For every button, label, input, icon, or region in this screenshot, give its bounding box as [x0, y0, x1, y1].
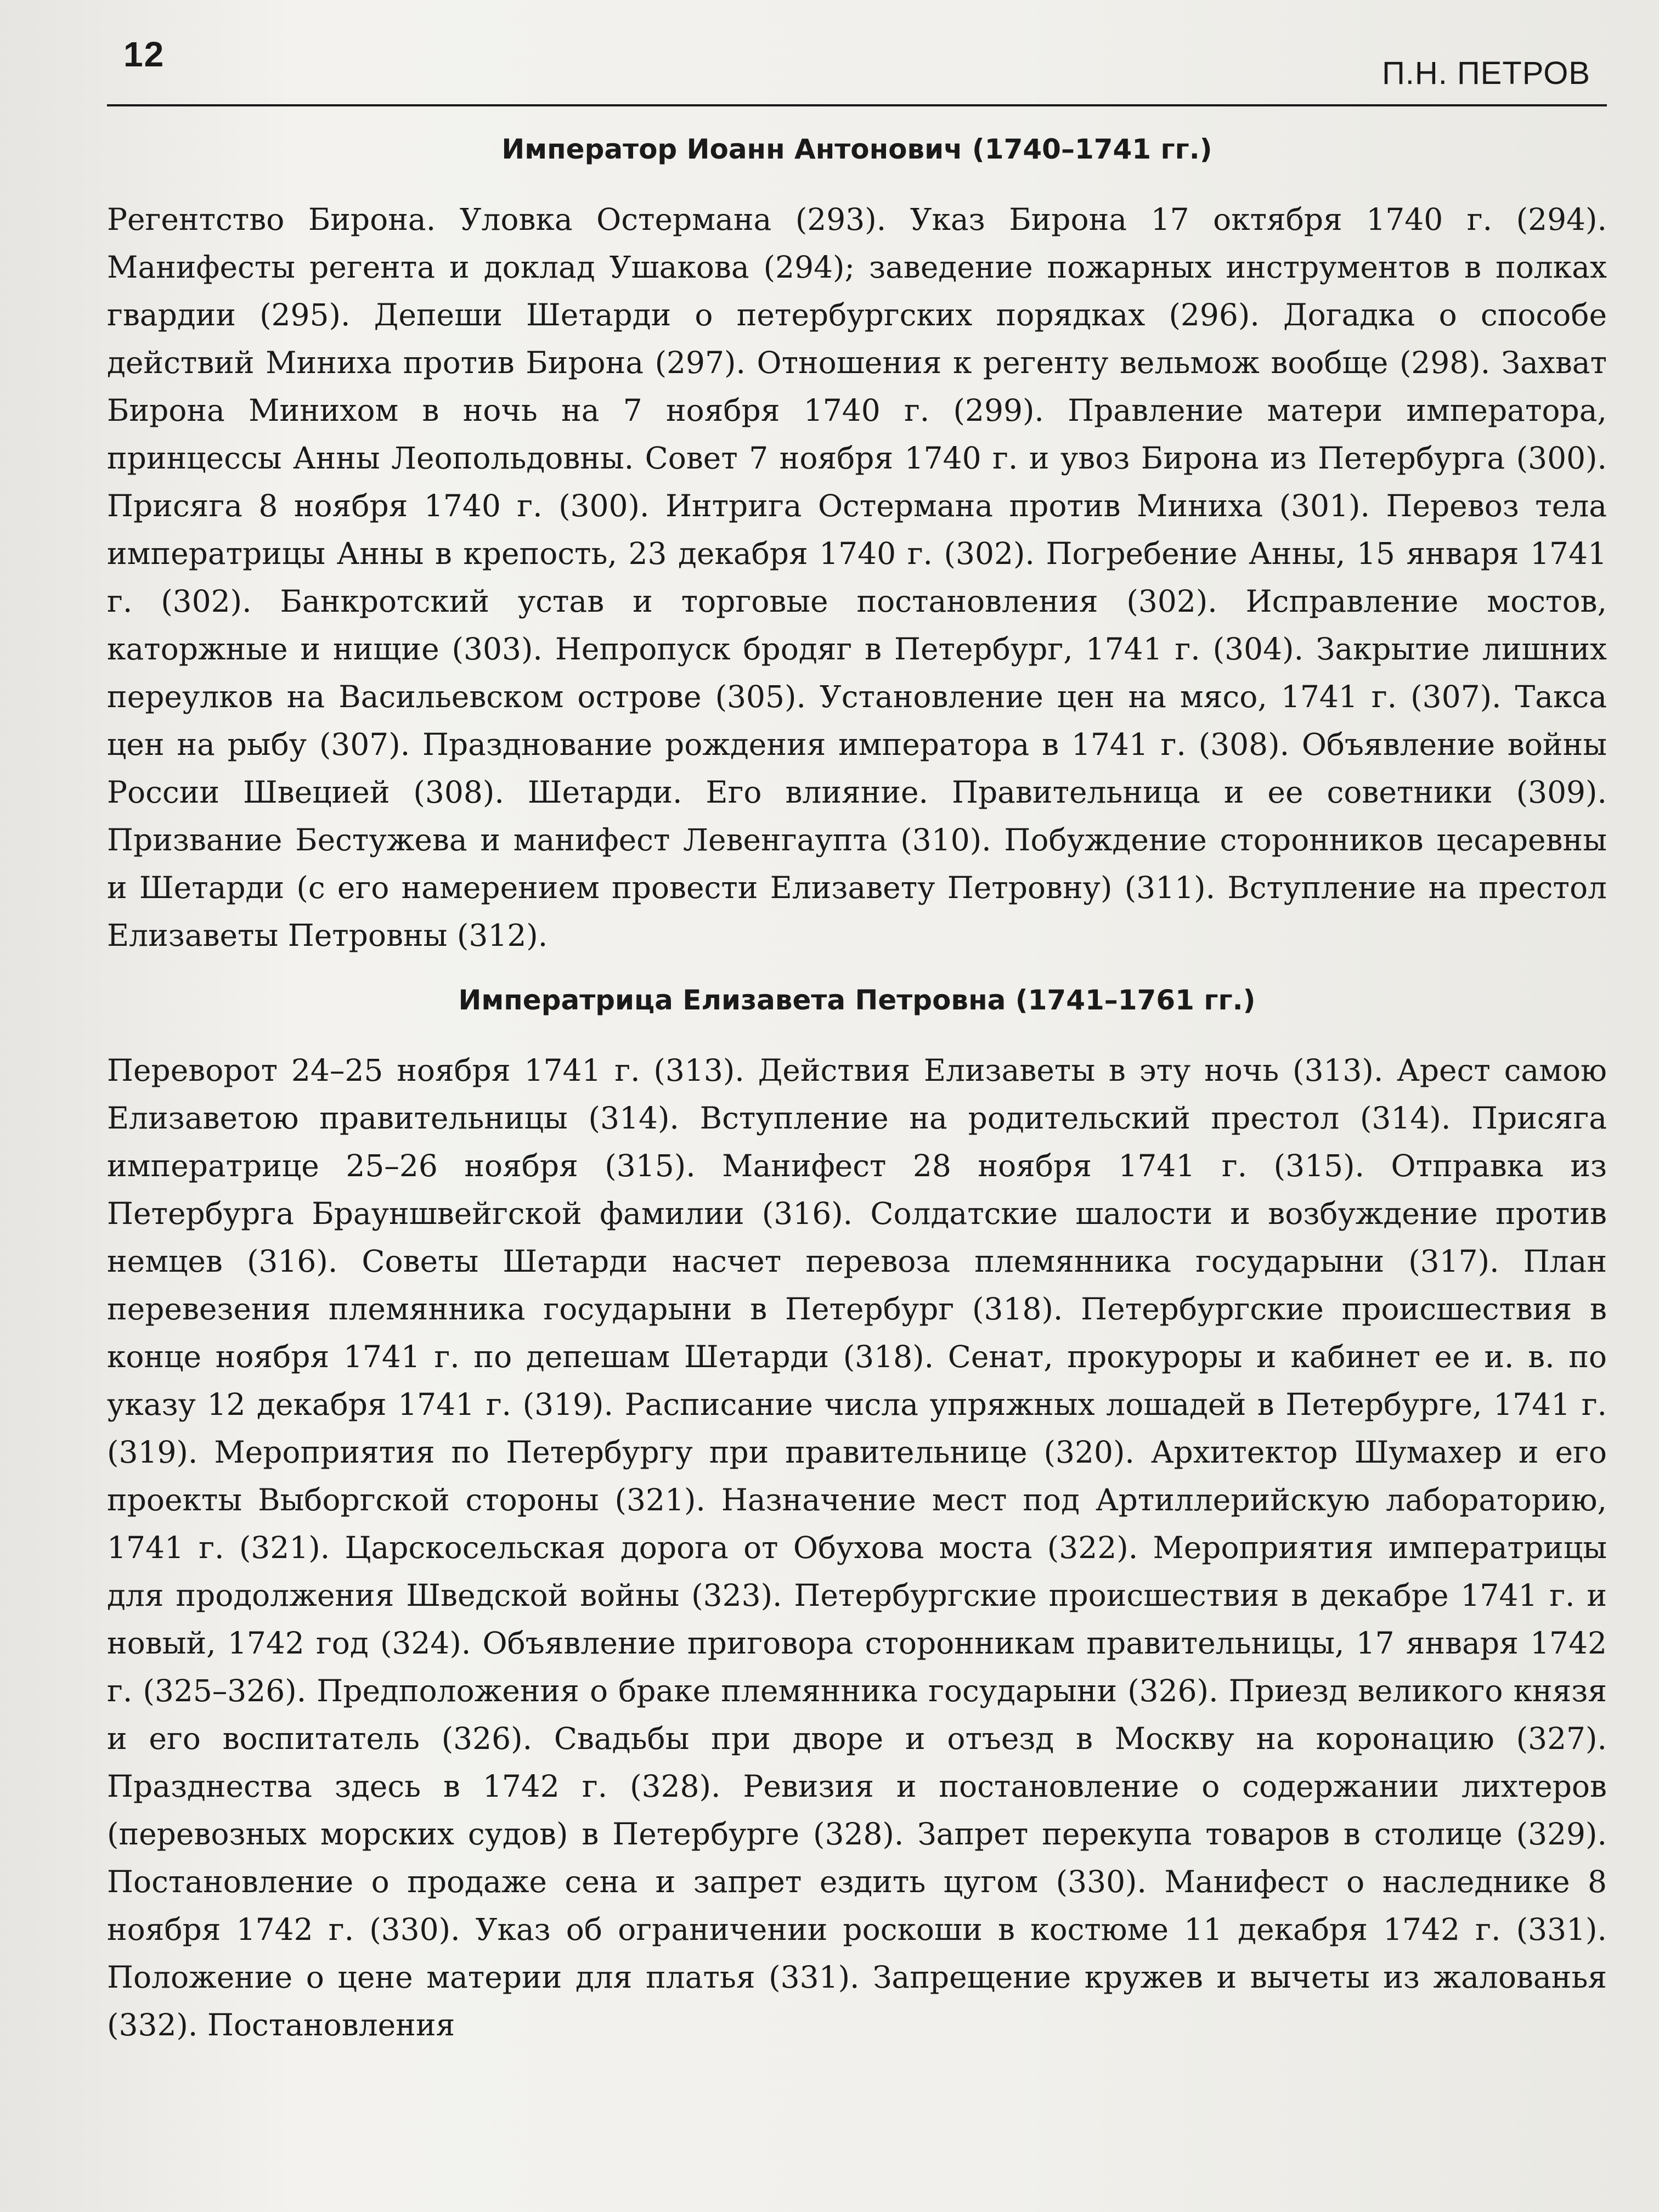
section-title: Император Иоанн Антонович (1740–1741 гг.)	[501, 133, 1212, 165]
section-elizaveta-petrovna	[107, 983, 1607, 2049]
section-title: Императрица Елизавета Петровна (1741–1761 гг.)	[458, 984, 1256, 1016]
section-body: Переворот 24–25 ноября 1741 г. (313). Действия Елизаветы в эту ночь (313). Арест самою Елизаветою правительницы (314). Вступление на родительский престол (314). Присяга императрице 25–26 ноября (315). Манифест 28 ноября 1741 г. (315). Отправка из Петербурга Брауншвейгской фамилии (316). Солдатские шалости и возбуждение против немцев (316). Советы Шетарди насчет перевоза племянника государыни (317). План перевезения племянника государыни в Петербург (318). Петербургские происшествия в конце ноября 1741 г. по депешам Шетарди (318). Сенат, прокуроры и кабинет ее и. в. по указу 12 декабря 1741 г. (319). Расписание числа упряжных лошадей в Петербурге, 1741 г. (319). Мероприятия по Петербургу при правительнице (320). Архитектор Шумахер и его проекты Выборгской стороны (321). Назначение мест под Артиллерийскую лабораторию, 1741 г. (321). Царскосельская дорога от Обухова моста (322). Мероприятия императрицы для продолжения Шведской войны (323). Петербургские происшествия в декабре 1741 г. и новый, 1742 год (324). Объявление приговора сторонникам правительницы, 17 января 1742 г. (325–326). Предположения о браке племянника государыни (326). Приезд великого князя и его воспитатель (326). Свадьбы при дворе и отъезд в Москву на коронацию (327). Празднества здесь в 1742 г. (328). Ревизия и постановление о содержании лихтеров (перевозных морских судов) в Петербурге (328). Запрет перекупа товаров в столице (329). Постановление о продаже сена и запрет ездить цугом (330). Манифест о наследнике 8 ноября 1742 г. (330). Указ об ограничении роскоши в костюме 11 декабря 1742 г. (331). Положение о цене материи для платья (331). Запрещение кружев и вычеты из жалованья (332). Постановления	[107, 1053, 1607, 2042]
running-head: П.Н. ПЕТРОВ	[1382, 55, 1590, 91]
section-body: Регентство Бирона. Уловка Остермана (293). Указ Бирона 17 октября 1740 г. (294). Манифесты регента и доклад Ушакова (294); заведение пожарных инструментов в полках гвардии (295). Депеши Шетарди о петербургских порядках (296). Догадка о способе действий Миниха против Бирона (297). Отношения к регенту вельмож вообще (298). Захват Бирона Минихом в ночь на 7 ноября 1740 г. (299). Правление матери императора, принцессы Анны Леопольдовны. Совет 7 ноября 1740 г. и увоз Бирона из Петербурга (300). Присяга 8 ноября 1740 г. (300). Интрига Остермана против Миниха (301). Перевоз тела императрицы Анны в крепость, 23 декабря 1740 г. (302). Погребение Анны, 15 января 1741 г. (302). Банкротский устав и торговые постановления (302). Исправление мостов, каторжные и нищие (303). Непропуск бродяг в Петербург, 1741 г. (304). Закрытие лишних переулков на Васильевском острове (305). Установление цен на мясо, 1741 г. (307). Такса цен на рыбу (307). Празднование рождения императора в 1741 г. (308). Объявление войны России Швецией (308). Шетарди. Его влияние. Правительница и ее советники (309). Призвание Бестужева и манифест Левенгаупта (310). Побуждение сторонников цесаревны и Шетарди (с его намерением провести Елизавету Петровну) (311). Вступление на престол Елизаветы Петровны (312).	[107, 202, 1607, 953]
page-header	[107, 0, 1607, 115]
section-ioann-antonovich	[107, 132, 1607, 960]
header-rule	[107, 104, 1607, 106]
page-number: 12	[123, 35, 165, 74]
